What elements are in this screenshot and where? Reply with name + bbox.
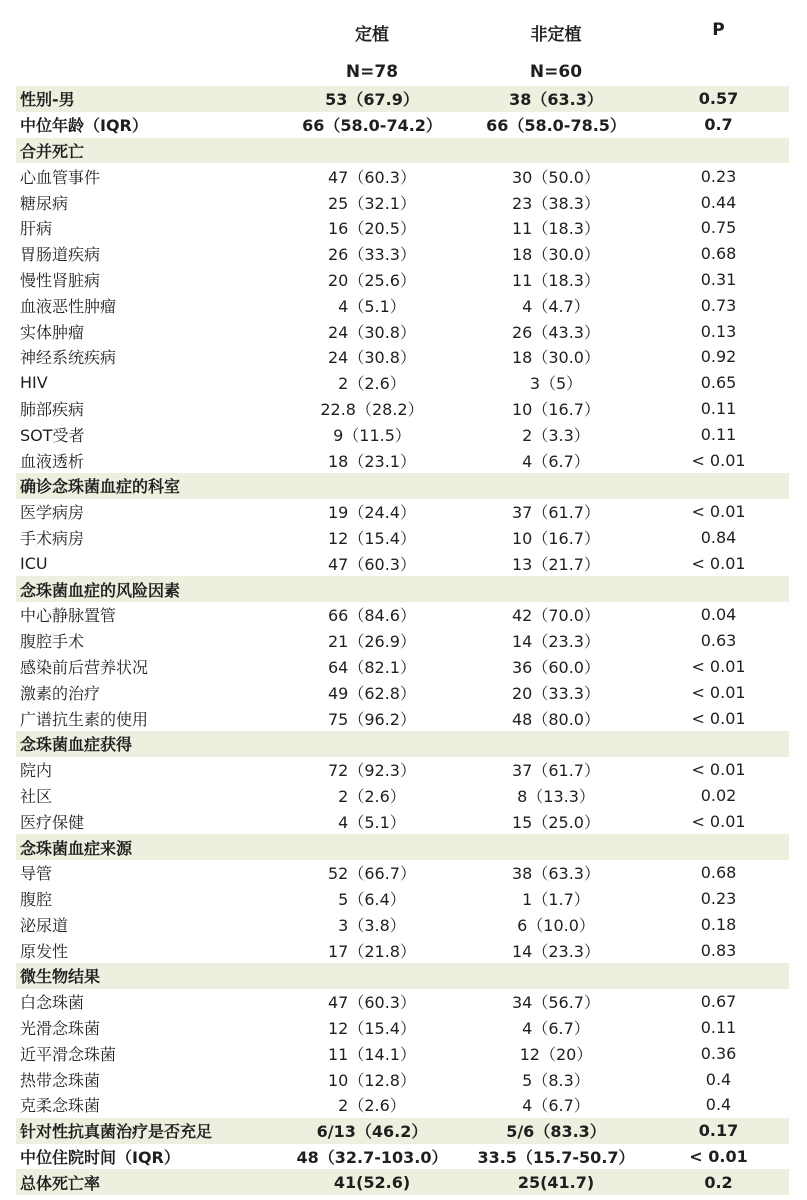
row-label: 念珠菌血症获得 xyxy=(20,735,133,755)
colonized-value: 12（15.4） xyxy=(328,1019,416,1039)
row-label: 中位住院时间（IQR） xyxy=(20,1148,180,1168)
row-label: ICU xyxy=(20,553,48,573)
colonized-value: 75（96.2） xyxy=(328,709,416,729)
non-colonized-value: 36（60.0） xyxy=(512,657,600,677)
table-row xyxy=(16,525,789,551)
p-value: < 0.01 xyxy=(691,811,746,831)
p-value: 0.17 xyxy=(698,1121,739,1141)
table-row xyxy=(16,654,789,680)
row-label: 腹腔 xyxy=(20,890,53,910)
row-label: 泌尿道 xyxy=(20,915,69,935)
p-value: 0.11 xyxy=(700,424,737,444)
p-value: < 0.01 xyxy=(691,682,746,702)
p-value: 0.36 xyxy=(700,1043,737,1063)
table-row xyxy=(16,937,789,963)
table-row xyxy=(16,396,789,422)
row-label: 光滑念珠菌 xyxy=(20,1019,101,1039)
non-colonized-value: 48（80.0） xyxy=(512,709,600,729)
non-colonized-value: 37（61.7） xyxy=(512,761,600,781)
non-colonized-value: 20（33.3） xyxy=(512,683,600,703)
colonized-value: 2（2.6） xyxy=(338,786,406,806)
non-colonized-value: 14（23.3） xyxy=(512,632,600,652)
non-colonized-value: 18（30.0） xyxy=(512,245,600,265)
row-label: 实体肿瘤 xyxy=(20,322,85,342)
non-colonized-value: 5（8.3） xyxy=(522,1070,590,1090)
table-row xyxy=(16,628,789,654)
table-row xyxy=(16,1092,789,1118)
colonized-value: 10（12.8） xyxy=(328,1070,416,1090)
p-value: 0.4 xyxy=(705,1069,732,1089)
row-label: 念珠菌血症来源 xyxy=(20,838,133,858)
colonized-value: 53（67.9） xyxy=(325,90,419,110)
table-row xyxy=(16,705,789,731)
row-label: 肝病 xyxy=(20,219,53,239)
non-colonized-value: 33.5（15.7-50.7） xyxy=(477,1148,635,1168)
colonized-value: 52（66.7） xyxy=(328,864,416,884)
table-row xyxy=(16,1066,789,1092)
table-row xyxy=(16,215,789,241)
row-label: 社区 xyxy=(20,786,53,806)
non-colonized-value: 12（20） xyxy=(519,1044,593,1064)
table-row xyxy=(16,370,789,396)
table-row xyxy=(16,808,789,834)
non-colonized-value: 4（6.7） xyxy=(522,1019,590,1039)
table-row xyxy=(16,1118,789,1144)
table-row xyxy=(16,550,789,576)
p-value: < 0.01 xyxy=(691,760,746,780)
row-label: HIV xyxy=(20,373,48,393)
colonized-value: 66（58.0-74.2） xyxy=(302,116,442,136)
non-colonized-value: 10（16.7） xyxy=(512,399,600,419)
section-header-row xyxy=(16,473,789,499)
column-header-colonized: 定植 xyxy=(355,25,389,45)
table-row xyxy=(16,447,789,473)
row-label: 原发性 xyxy=(20,941,69,961)
table-row xyxy=(16,421,789,447)
p-value: < 0.01 xyxy=(689,1147,748,1167)
p-value: 0.63 xyxy=(700,631,737,651)
table-row xyxy=(16,757,789,783)
non-colonized-value: 11（18.3） xyxy=(512,270,600,290)
non-colonized-value: 23（38.3） xyxy=(512,193,600,213)
p-value: < 0.01 xyxy=(691,708,746,728)
p-value: 0.7 xyxy=(704,115,733,135)
row-label: 腹腔手术 xyxy=(20,632,85,652)
colonized-value: 47（60.3） xyxy=(328,554,416,574)
p-value: < 0.01 xyxy=(691,553,746,573)
non-colonized-value: 3（5） xyxy=(529,374,583,394)
table-row xyxy=(16,1144,789,1170)
non-colonized-value: 26（43.3） xyxy=(512,322,600,342)
table-row xyxy=(16,783,789,809)
p-value: < 0.01 xyxy=(691,656,746,676)
p-value: 0.57 xyxy=(698,89,739,109)
colonized-value: 24（30.8） xyxy=(328,322,416,342)
p-value: 0.84 xyxy=(700,527,737,547)
p-value: 0.68 xyxy=(700,244,737,264)
p-value: 0.92 xyxy=(700,347,737,367)
non-colonized-value: 4（6.7） xyxy=(522,451,590,471)
non-colonized-value: 4（6.7） xyxy=(522,1096,590,1116)
table-row xyxy=(16,112,789,138)
table-row xyxy=(16,499,789,525)
row-label: 胃肠道疾病 xyxy=(20,245,101,265)
colonized-value: 18（23.1） xyxy=(328,451,416,471)
table-row xyxy=(16,860,789,886)
row-label: 神经系统疾病 xyxy=(20,348,117,368)
non-colonized-value: 5/6（83.3） xyxy=(506,1122,606,1142)
row-label: 肺部疾病 xyxy=(20,399,85,419)
data-table xyxy=(16,86,789,1195)
table-row xyxy=(16,318,789,344)
non-colonized-value: 4（4.7） xyxy=(522,296,590,316)
row-label: 近平滑念珠菌 xyxy=(20,1044,117,1064)
column-header-non-colonized: 非定植 xyxy=(530,25,582,45)
colonized-value: 72（92.3） xyxy=(328,761,416,781)
row-label: 感染前后营养状况 xyxy=(20,657,149,677)
row-label: SOT受者 xyxy=(20,425,85,445)
colonized-value: 21（26.9） xyxy=(328,632,416,652)
colonized-value: 17（21.8） xyxy=(328,941,416,961)
p-value: 0.23 xyxy=(700,889,737,909)
table-row xyxy=(16,292,789,318)
colonized-value: 22.8（28.2） xyxy=(320,399,424,419)
non-colonized-value: 14（23.3） xyxy=(512,941,600,961)
row-label: 热带念珠菌 xyxy=(20,1070,101,1090)
non-colonized-value: 42（70.0） xyxy=(512,606,600,626)
column-header-p-value: P xyxy=(712,20,725,40)
row-label: 中位年龄（IQR） xyxy=(20,116,148,136)
p-value: 0.67 xyxy=(700,992,737,1012)
section-header-row xyxy=(16,576,789,602)
row-label: 糖尿病 xyxy=(20,193,69,213)
non-colonized-value: 13（21.7） xyxy=(512,554,600,574)
p-value: 0.73 xyxy=(700,295,737,315)
table-row xyxy=(16,912,789,938)
row-label: 广谱抗生素的使用 xyxy=(20,709,149,729)
colonized-value: 2（2.6） xyxy=(338,1096,406,1116)
row-label: 医疗保健 xyxy=(20,812,85,832)
non-colonized-value: 30（50.0） xyxy=(512,167,600,187)
colonized-value: 64（82.1） xyxy=(328,657,416,677)
table-row xyxy=(16,989,789,1015)
non-colonized-value: 66（58.0-78.5） xyxy=(486,116,626,136)
colonized-value: 4（5.1） xyxy=(338,296,406,316)
row-label: 激素的治疗 xyxy=(20,683,101,703)
non-colonized-value: 15（25.0） xyxy=(512,812,600,832)
colonized-value: 3（3.8） xyxy=(338,915,406,935)
p-value: 0.11 xyxy=(700,398,737,418)
colonized-value: 26（33.3） xyxy=(328,245,416,265)
non-colonized-value: 6（10.0） xyxy=(517,915,595,935)
p-value: 0.11 xyxy=(700,1018,737,1038)
row-label: 医学病房 xyxy=(20,503,85,523)
p-value: < 0.01 xyxy=(691,502,746,522)
colonized-value: 41(52.6) xyxy=(333,1172,411,1192)
non-colonized-value: 37（61.7） xyxy=(512,503,600,523)
p-value: 0.2 xyxy=(704,1172,733,1192)
colonized-value: 6/13（46.2） xyxy=(316,1122,428,1142)
colonized-value: 24（30.8） xyxy=(328,348,416,368)
section-header-row xyxy=(16,138,789,164)
p-value: 0.18 xyxy=(700,914,737,934)
colonized-value: 12（15.4） xyxy=(328,528,416,548)
row-label: 性别-男 xyxy=(20,90,75,110)
colonized-value: 47（60.3） xyxy=(328,167,416,187)
p-value: 0.04 xyxy=(700,605,737,625)
p-value: 0.4 xyxy=(705,1095,732,1115)
row-label: 血液恶性肿瘤 xyxy=(20,296,117,316)
row-label: 手术病房 xyxy=(20,528,85,548)
row-label: 白念珠菌 xyxy=(20,993,85,1013)
colonized-value: 19（24.4） xyxy=(328,503,416,523)
row-label: 血液透析 xyxy=(20,451,85,471)
p-value: 0.75 xyxy=(700,218,737,238)
table-row xyxy=(16,86,789,112)
colonized-value: 47（60.3） xyxy=(328,993,416,1013)
section-header-row xyxy=(16,963,789,989)
p-value: 0.23 xyxy=(700,166,737,186)
table-row xyxy=(16,1169,789,1195)
table-row xyxy=(16,189,789,215)
column-count-non-colonized: N=60 xyxy=(529,62,583,82)
table-row xyxy=(16,1015,789,1041)
non-colonized-value: 18（30.0） xyxy=(512,348,600,368)
table-row xyxy=(16,886,789,912)
colonized-value: 20（25.6） xyxy=(328,270,416,290)
row-label: 针对性抗真菌治疗是否充足 xyxy=(20,1122,213,1142)
row-label: 慢性肾脏病 xyxy=(20,270,101,290)
row-label: 总体死亡率 xyxy=(20,1173,101,1193)
p-value: 0.83 xyxy=(700,940,737,960)
row-label: 中心静脉置管 xyxy=(20,606,117,626)
table-row xyxy=(16,1040,789,1066)
non-colonized-value: 34（56.7） xyxy=(512,993,600,1013)
colonized-value: 11（14.1） xyxy=(328,1044,416,1064)
colonized-value: 16（20.5） xyxy=(328,219,416,239)
non-colonized-value: 25(41.7) xyxy=(517,1172,595,1192)
row-label: 念珠菌血症的风险因素 xyxy=(20,580,181,600)
p-value: 0.13 xyxy=(700,321,737,341)
non-colonized-value: 8（13.3） xyxy=(517,786,595,806)
row-label: 院内 xyxy=(20,761,53,781)
p-value: < 0.01 xyxy=(691,450,746,470)
p-value: 0.44 xyxy=(700,192,737,212)
colonized-value: 48（32.7-103.0） xyxy=(296,1148,448,1168)
row-label: 心血管事件 xyxy=(20,167,101,187)
non-colonized-value: 2（3.3） xyxy=(522,425,590,445)
table-row xyxy=(16,163,789,189)
colonized-value: 25（32.1） xyxy=(328,193,416,213)
table-row xyxy=(16,344,789,370)
p-value: 0.68 xyxy=(700,863,737,883)
p-value: 0.02 xyxy=(700,785,737,805)
colonized-value: 66（84.6） xyxy=(328,606,416,626)
p-value: 0.31 xyxy=(700,269,737,289)
table-row xyxy=(16,241,789,267)
section-header-row xyxy=(16,834,789,860)
column-count-colonized: N=78 xyxy=(345,62,399,82)
row-label: 导管 xyxy=(20,864,53,884)
row-label: 克柔念珠菌 xyxy=(20,1096,101,1116)
section-header-row xyxy=(16,731,789,757)
non-colonized-value: 38（63.3） xyxy=(512,864,600,884)
non-colonized-value: 38（63.3） xyxy=(509,90,603,110)
table-row xyxy=(16,267,789,293)
row-label: 确诊念珠菌血症的科室 xyxy=(20,477,181,497)
table-row xyxy=(16,602,789,628)
colonized-value: 4（5.1） xyxy=(338,812,406,832)
row-label: 微生物结果 xyxy=(20,967,101,987)
table-row xyxy=(16,679,789,705)
colonized-value: 9（11.5） xyxy=(333,425,411,445)
p-value: 0.65 xyxy=(700,373,737,393)
colonized-value: 5（6.4） xyxy=(338,890,406,910)
non-colonized-value: 10（16.7） xyxy=(512,528,600,548)
non-colonized-value: 1（1.7） xyxy=(522,890,590,910)
colonized-value: 49（62.8） xyxy=(328,683,416,703)
row-label: 合并死亡 xyxy=(20,141,85,161)
non-colonized-value: 11（18.3） xyxy=(512,219,600,239)
colonized-value: 2（2.6） xyxy=(338,374,406,394)
